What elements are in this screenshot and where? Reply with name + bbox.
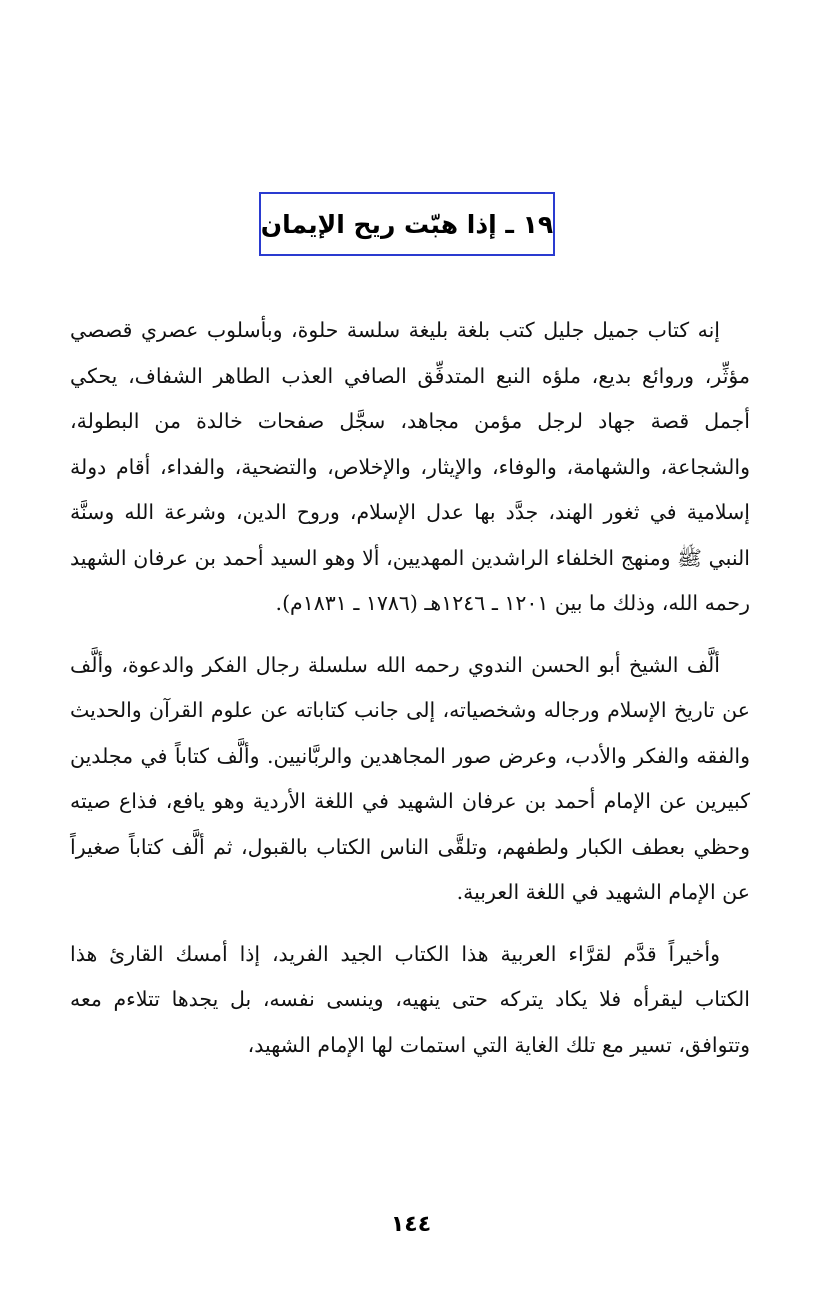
- page-number: ١٤٤: [390, 1212, 432, 1237]
- paragraph-2: ألَّف الشيخ أبو الحسن الندوي رحمه الله سلسلة رجال الفكر والدعوة، وألَّف عن تاريخ الإسلام ورجاله وشخصياته، إلى جانب كتاباته عن علوم القرآن والحديث والفقه والفكر والأدب، وعرض صور المجاهدين والربَّانيين. وألَّف كتاباً في مجلدين كبيرين عن الإمام أحمد بن عرفان الشهيد في اللغة الأردية وهو يافع، فذاع صيته وحظي بعطف الكبار ولطفهم، وتلقَّى الناس الكتاب بالقبول، ثم ألَّف كتاباً صغيراً عن الإمام الشهيد في اللغة العربية.: [70, 652, 750, 904]
- paragraph-1: إنه كتاب جميل جليل كتب بلغة بليغة سلسة حلوة، وبأسلوب عصري قصصي مؤثِّر، وروائع بديع، ملؤه النبع المتدفِّق الصافي العذب الطاهر الشفاف، يحكي أجمل قصة جهاد لرجل مؤمن مجاهد، سجَّل صفحات خالدة من البطولة، والشجاعة، والشهامة، والوفاء، والإيثار، والإخلاص، والتضحية، والفداء، أقام دولة إسلامية في ثغور الهند، جدَّد بها عدل الإسلام، وروح الدين، وشرعة الله وسنَّة النبي ﷺ ومنهج الخلفاء الراشدين المهديين، ألا وهو السيد أحمد بن عرفان الشهيد رحمه الله، وذلك ما بين ١٢٠١ ـ ١٢٤٦هـ (١٧٨٦ ـ ١٨٣١م).: [70, 318, 750, 615]
- body-text: [70, 308, 750, 1068]
- paragraph-3: وأخيراً قدَّم لقرَّاء العربية هذا الكتاب الجيد الفريد، إذا أمسك القارئ هذا الكتاب ليقرأه فلا يكاد يتركه حتى ينهيه، وينسى نفسه، بل يجدها تتلاءم معه وتتوافق، تسير مع تلك الغاية التي استمات لها الإمام الشهيد،: [70, 941, 750, 1057]
- chapter-title: ١٩ ـ إذا هبّت ريح الإيمان: [260, 209, 554, 239]
- chapter-title-box: [259, 192, 555, 256]
